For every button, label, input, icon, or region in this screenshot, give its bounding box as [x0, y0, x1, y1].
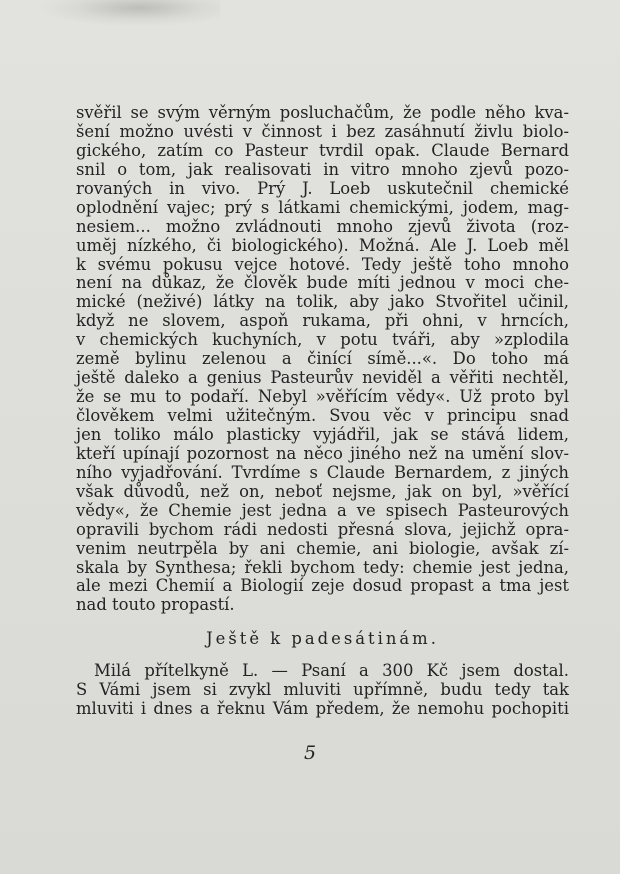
text-line: rovaných in vivo. Prý J. Loeb uskutečnil chemické [76, 178, 569, 198]
ink-smudge [40, 0, 220, 26]
text-line: není na důkaz, že člověk bude míti jednou v moci che- [76, 273, 569, 293]
text-line: snil o tom, jak realisovati in vitro mnoho zjevů pozo- [76, 159, 569, 179]
text-line: když ne slovem, aspoň rukama, při ohni, v hrncích, [76, 311, 569, 331]
body-text [76, 104, 569, 719]
text-line: opravili bychom rádi nedosti přesná slova, jejichž opra- [76, 519, 569, 539]
text-line: člověkem velmi užitečným. Svou věc v principu snad [76, 406, 569, 425]
text-line: ale mezi Chemií a Biologií zeje dosud propast a tma jest [76, 576, 569, 596]
text-line: gického, zatím co Pasteur tvrdil opak. Claude Bernard [76, 140, 569, 160]
text-line: skala by Synthesa; řekli bychom tedy: chemie jest jedna, [76, 557, 569, 577]
text-line: Milá přítelkyně L. — Psaní a 300 Kč jsem dostal. [94, 661, 569, 681]
text-line: šení možno uvésti v činnost i bez zasáhnutí živlu biolo- [76, 121, 569, 141]
text-line: jen toliko málo plasticky vyjádřil, jak se stává lidem, [76, 424, 569, 444]
paragraph-1 [76, 104, 569, 615]
text-line: ního vyjadřování. Tvrdíme s Claude Bernardem, z jiných [76, 462, 569, 482]
text-line: venim neutrpěla by ani chemie, ani biologie, avšak zí- [76, 538, 569, 558]
text-line: vědy«, že Chemie jest jedna a ve spisech Pasteurových [76, 500, 569, 520]
text-line: ještě daleko a genius Pasteurův neviděl a věřiti nechtěl, [76, 368, 569, 388]
text-line: k svému pokusu vejce hotové. Tedy ještě toho mnoho [76, 254, 569, 274]
text-line: mluviti i dnes a řeknu Vám předem, že nemohu pochopiti [76, 699, 569, 719]
text-line: S Vámi jsem si zvykl mluviti upřímně, budu tedy tak [76, 680, 569, 700]
text-line: umĕj nízkého, či biologického). Možná. Ale J. Loeb měl [76, 235, 569, 255]
text-line: však důvodů, než on, neboť nejsme, jak on byl, »věřící [76, 481, 569, 501]
text-line: nad touto propastí. [76, 595, 235, 615]
text-line: mické (neživé) látky na tolik, aby jako Stvořitel učinil, [76, 292, 569, 312]
text-line: oplodnění vajec; prý s látkami chemickými, jodem, mag- [76, 197, 569, 217]
text-line: země bylinu zelenou a činící símě...«. Do toho má [76, 349, 569, 369]
text-line: že se mu to podaří. Nebyl »věřícím vědy«. Už proto byl [76, 387, 569, 407]
paragraph-2 [76, 662, 569, 719]
page-number: 5 [303, 742, 317, 764]
text-line: kteří upínají pozornost na něco jiného než na umění slov- [76, 443, 569, 463]
section-heading: Ještě k padesátinám. [206, 629, 439, 649]
text-line: nesiem... možno zvládnouti mnoho zjevů života (roz- [76, 216, 569, 236]
text-line: v chemických kuchyních, v potu tváři, aby »zplodila [76, 330, 569, 350]
text-line: svěřil se svým věrným posluchačům, že podle něho kva- [76, 103, 569, 122]
